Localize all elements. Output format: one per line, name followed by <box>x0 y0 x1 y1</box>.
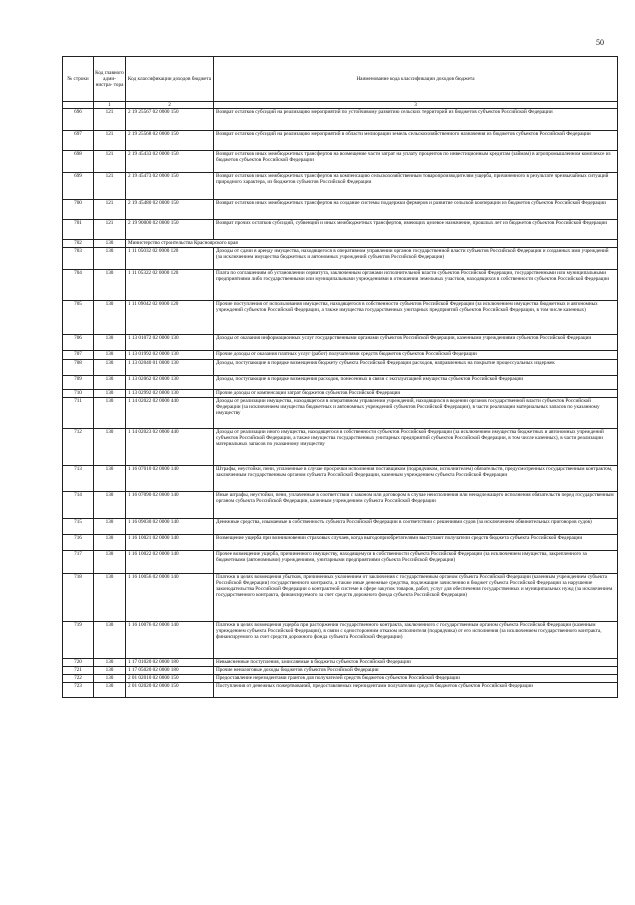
code-name-cell: Возврат остатков иных межбюджетных трансфертов на создание системы поддержки фермеров и развитие сельской кооперации из бюджетов субъектов Российской Федерации <box>214 200 618 220</box>
admin-code-cell: 121 <box>94 109 126 131</box>
code-name-cell: Иные штрафы, неустойки, пени, уплаченные в соответствии с законом или договором в случае неисполнения или ненадлежащего исполнения обязательств перед государственным органом субъекта Российской Федерации, казенным учреждением субъекта Российской Федерации <box>214 492 618 519</box>
row-number-cell: 720 <box>63 659 94 667</box>
classification-code-cell: 2 19 45480 02 0000 150 <box>126 200 214 220</box>
code-name-cell: Плата по соглашениям об установлении сервитута, заключенным органами исполнительной власти субъектов Российской Федерации, государственными или муниципальными предприятиями либо государственными или муниципальными учреждениями в отношении земельных участков, находящихся в собственности субъектов Российской Федерации <box>214 270 618 301</box>
admin-code-cell: 130 <box>94 248 126 270</box>
row-number-cell: 721 <box>63 667 94 675</box>
classification-code-cell: 2 19 90000 02 0000 150 <box>126 220 214 240</box>
table-row <box>63 220 618 240</box>
classification-code-cell: 1 16 10021 02 0000 140 <box>126 535 214 551</box>
classification-code-cell: 1 13 02040 01 0000 130 <box>126 360 214 376</box>
income-classification-table <box>62 56 618 698</box>
code-name-cell: Возврат прочих остатков субсидий, субвенций и иных межбюджетных трансфертов, имеющих целевое назначение, прошлых лет из бюджетов субъектов Российской Федерации <box>214 220 618 240</box>
classification-code-cell: 2 19 25568 02 0000 150 <box>126 131 214 151</box>
classification-code-cell: 1 16 09030 02 0000 140 <box>126 519 214 535</box>
table-row <box>63 351 618 360</box>
code-name-cell: Предоставление нерезидентами грантов для получателей средств бюджетов субъектов Российской Федерации <box>214 675 618 683</box>
code-name-cell: Доходы от реализации имущества, находящегося в оперативном управлении учреждений, находящихся в ведении органов государственной власти субъектов Российской Федерации (за исключением имущества бюджетных и автономных учреждений субъектов Российской Федерации), в части реализации материальных запасов по указанному имуществу <box>214 398 618 429</box>
admin-code-cell: 130 <box>94 240 126 248</box>
classification-code-cell: 1 16 07010 02 0000 140 <box>126 466 214 492</box>
table-row <box>63 240 618 248</box>
code-name-cell: Доходы от реализации иного имущества, находящегося в собственности субъектов Российской Федерации (за исключением имущества бюджетных и автономных учреждений субъектов Российской Федерации, а также имущества государственных унитарных предприятий субъектов Российской Федерации, в том числе казенных), в части реализации материальных запасов по указанному имуществу <box>214 429 618 466</box>
table-row <box>63 429 618 466</box>
row-number-cell: 706 <box>63 335 94 351</box>
code-name-cell: Возврат остатков субсидий на реализацию мероприятий по устойчивому развитию сельских территорий из бюджетов субъектов Российской Федерации <box>214 109 618 131</box>
row-number-cell: 712 <box>63 429 94 466</box>
row-number-cell: 703 <box>63 248 94 270</box>
table-row <box>63 248 618 270</box>
column-index-empty <box>63 102 94 109</box>
admin-code-cell: 130 <box>94 492 126 519</box>
code-name-cell: Прочие доходы от компенсации затрат бюджетов субъектов Российской Федерации <box>214 390 618 398</box>
header-row-number: № строки <box>63 57 94 102</box>
row-number-cell: 708 <box>63 360 94 376</box>
admin-code-cell: 130 <box>94 351 126 360</box>
admin-code-cell: 130 <box>94 360 126 376</box>
admin-code-cell: 130 <box>94 675 126 683</box>
classification-code-cell: 1 14 02022 02 0000 440 <box>126 398 214 429</box>
row-number-cell: 719 <box>63 622 94 659</box>
code-name-cell: Возврат остатков иных межбюджетных трансфертов на компенсацию сельскохозяйственным товаропроизводителям ущерба, причиненного в результате чрезвычайных ситуаций природного характера, из бюджетов субъектов Российской Федерации <box>214 173 618 200</box>
admin-code-cell: 130 <box>94 535 126 551</box>
row-number-cell: 711 <box>63 398 94 429</box>
row-number-cell: 713 <box>63 466 94 492</box>
classification-code-cell: 1 13 01992 02 0000 130 <box>126 351 214 360</box>
row-number-cell: 696 <box>63 109 94 131</box>
code-name-cell: Платежи в целях возмещения убытков, причиненных уклонением от заключения с государственным органом субъекта Российской Федерации (казенным учреждением субъекта Российской Федерации) государственного контракта, а также иные денежные средства, подлежащие зачислению в бюджет субъекта Российской Федерации за нарушение законодательства Российской Федерации о контрактной системе в сфере закупок товаров, работ, услуг для обеспечения государственных и муниципальных нужд (за исключением государственного контракта, финансируемого за счет средств дорожного фонда субъекта Российской Федерации) <box>214 574 618 622</box>
row-number-cell: 705 <box>63 301 94 335</box>
code-name-cell: Возврат остатков субсидий на реализацию мероприятий в области мелиорации земель сельскохозяйственного назначения из бюджетов субъектов Российской Федерации <box>214 131 618 151</box>
header-classification-code: Код классификации доходов бюджета <box>126 57 214 102</box>
column-index-row <box>63 102 618 109</box>
table-row <box>63 574 618 622</box>
row-number-cell: 699 <box>63 173 94 200</box>
classification-code-cell: 2 19 25567 02 0000 150 <box>126 109 214 131</box>
table-row <box>63 492 618 519</box>
column-index-2: 2 <box>126 102 214 109</box>
admin-code-cell: 121 <box>94 200 126 220</box>
admin-code-cell: 130 <box>94 667 126 675</box>
admin-code-cell: 130 <box>94 659 126 667</box>
admin-code-cell: 130 <box>94 270 126 301</box>
table-row <box>63 667 618 675</box>
row-number-cell: 709 <box>63 376 94 390</box>
table-row <box>63 301 618 335</box>
row-number-cell: 718 <box>63 574 94 622</box>
table-row <box>63 109 618 131</box>
code-name-cell: Доходы от сдачи в аренду имущества, находящегося в оперативном управлении органов государственной власти субъектов Российской Федерации и созданных ими учреждений (за исключением имущества бюджетных и автономных учреждений субъектов Российской Федерации) <box>214 248 618 270</box>
table-row <box>63 200 618 220</box>
admin-code-cell: 130 <box>94 429 126 466</box>
row-number-cell: 704 <box>63 270 94 301</box>
table-row <box>63 466 618 492</box>
code-name-cell: Денежные средства, изымаемые в собственность субъекта Российской Федерации в соответствии с решениями судов (за исключением обвинительных приговоров судов) <box>214 519 618 535</box>
code-name-cell: Доходы, поступающие в порядке возмещения расходов, понесенных в связи с эксплуатацией имущества субъектов Российской Федерации <box>214 376 618 390</box>
admin-code-cell: 121 <box>94 173 126 200</box>
code-name-cell: Невыясненные поступления, зачисляемые в бюджеты субъектов Российской Федерации <box>214 659 618 667</box>
admin-code-cell: 130 <box>94 622 126 659</box>
table-row <box>63 622 618 659</box>
admin-code-cell: 121 <box>94 220 126 240</box>
column-index-1: 1 <box>94 102 126 109</box>
classification-code-cell: 1 11 05032 02 0000 120 <box>126 248 214 270</box>
row-number-cell: 717 <box>63 551 94 574</box>
row-number-cell: 723 <box>63 683 94 698</box>
table-row <box>63 270 618 301</box>
classification-code-cell: 1 13 01072 02 0000 130 <box>126 335 214 351</box>
classification-code-cell: 1 14 02023 02 0000 440 <box>126 429 214 466</box>
admin-code-cell: 130 <box>94 683 126 698</box>
admin-code-cell: 130 <box>94 574 126 622</box>
table-row <box>63 535 618 551</box>
admin-code-cell: 130 <box>94 551 126 574</box>
classification-code-cell: 1 11 09042 02 0000 120 <box>126 301 214 335</box>
table-row <box>63 360 618 376</box>
code-name-cell: Прочие доходы от оказания платных услуг (работ) получателями средств бюджетов субъектов Российской Федерации <box>214 351 618 360</box>
row-number-cell: 722 <box>63 675 94 683</box>
admin-code-cell: 130 <box>94 398 126 429</box>
table-row <box>63 519 618 535</box>
classification-code-cell: 2 01 02010 02 0000 150 <box>126 675 214 683</box>
table-row <box>63 659 618 667</box>
classification-code-cell: 1 13 02992 02 0000 130 <box>126 390 214 398</box>
code-name-cell: Возмещение ущерба при возникновении страховых случаев, когда выгодоприобретателями выступают получатели средств бюджета субъекта Российской Федерации <box>214 535 618 551</box>
admin-code-cell: 121 <box>94 151 126 173</box>
row-number-cell: 707 <box>63 351 94 360</box>
code-name-cell: Поступления от денежных пожертвований, предоставляемых нерезидентами получателям средств бюджетов субъектов Российской Федерации <box>214 683 618 698</box>
page-number: 50 <box>596 38 604 47</box>
header-code-name: Наименование кода классификации доходов бюджета <box>214 57 618 102</box>
table-row <box>63 390 618 398</box>
row-number-cell: 698 <box>63 151 94 173</box>
row-number-cell: 697 <box>63 131 94 151</box>
admin-code-cell: 130 <box>94 466 126 492</box>
table-row <box>63 173 618 200</box>
row-number-cell: 715 <box>63 519 94 535</box>
table-row <box>63 335 618 351</box>
row-number-cell: 702 <box>63 240 94 248</box>
admin-code-cell: 130 <box>94 335 126 351</box>
column-index-3: 3 <box>214 102 618 109</box>
classification-code-cell: 1 11 05322 02 0000 120 <box>126 270 214 301</box>
table-row <box>63 398 618 429</box>
table-row <box>63 675 618 683</box>
table-row <box>63 376 618 390</box>
code-name-cell: Прочее возмещение ущерба, причиненного имуществу, находящемуся в собственности субъекта Российской Федерации (за исключением имущества, закрепленного за бюджетными (автономными) учреждениями, унитарными предприятиями субъекта Российской Федерации) <box>214 551 618 574</box>
table-row <box>63 551 618 574</box>
table-row <box>63 683 618 698</box>
classification-code-cell: 1 17 01020 02 0000 180 <box>126 659 214 667</box>
admin-code-cell: 130 <box>94 376 126 390</box>
row-number-cell: 714 <box>63 492 94 519</box>
table-row <box>63 151 618 173</box>
classification-code-cell: 2 01 02020 02 0000 150 <box>126 683 214 698</box>
ministry-heading-cell: Министерство строительства Красноярского края <box>126 240 618 248</box>
admin-code-cell: 130 <box>94 519 126 535</box>
admin-code-cell: 121 <box>94 131 126 151</box>
classification-code-cell: 2 19 45433 02 0000 150 <box>126 151 214 173</box>
table-header-row <box>63 57 618 102</box>
classification-code-cell: 1 16 10076 02 0000 140 <box>126 622 214 659</box>
code-name-cell: Возврат остатков иных межбюджетных трансфертов на возмещение части затрат на уплату процентов по инвестиционным кредитам (займам) в агропромышленном комплексе из бюджетов субъектов Российской Федерации <box>214 151 618 173</box>
classification-code-cell: 1 16 10056 02 0000 140 <box>126 574 214 622</box>
header-admin-code: Код главного адми- нистра- тора <box>94 57 126 102</box>
code-name-cell: Прочие неналоговые доходы бюджетов субъектов Российской Федерации <box>214 667 618 675</box>
code-name-cell: Платежи в целях возмещения ущерба при расторжении государственного контракта, заключенного с государственным органом субъекта Российской Федерации (казенным учреждением субъекта Российской Федерации), в связи с односторонним отказом исполнителя (подрядчика) от его исполнения (за исключением государственного контракта, финансируемого за счет средств дорожного фонда субъекта Российской Федерации) <box>214 622 618 659</box>
classification-code-cell: 1 16 07090 02 0000 140 <box>126 492 214 519</box>
code-name-cell: Доходы от оказания информационных услуг государственными органами субъектов Российской Федерации, казенными учреждениями субъектов Российской Федерации <box>214 335 618 351</box>
classification-code-cell: 1 17 05020 02 0000 180 <box>126 667 214 675</box>
row-number-cell: 700 <box>63 200 94 220</box>
admin-code-cell: 130 <box>94 301 126 335</box>
row-number-cell: 716 <box>63 535 94 551</box>
row-number-cell: 710 <box>63 390 94 398</box>
classification-code-cell: 2 19 45473 02 0000 150 <box>126 173 214 200</box>
table-row <box>63 131 618 151</box>
row-number-cell: 701 <box>63 220 94 240</box>
admin-code-cell: 130 <box>94 390 126 398</box>
classification-code-cell: 1 16 10022 02 0000 140 <box>126 551 214 574</box>
code-name-cell: Доходы, поступающие в порядке возмещения бюджету субъекта Российской Федерации расходов, направленных на покрытие процессуальных издержек <box>214 360 618 376</box>
code-name-cell: Штрафы, неустойки, пени, уплаченные в случае просрочки исполнения поставщиком (подрядчиком, исполнителем) обязательств, предусмотренных государственным контрактом, заключенным государственным органом субъекта Российской Федерации, казенным учреждением субъекта Российской Федерации <box>214 466 618 492</box>
code-name-cell: Прочие поступления от использования имущества, находящегося в собственности субъектов Российской Федерации (за исключением имущества бюджетных и автономных учреждений субъектов Российской Федерации, а также имущества государственных унитарных предприятий субъектов Российской Федерации, в том числе казенных) <box>214 301 618 335</box>
classification-code-cell: 1 13 02062 02 0000 130 <box>126 376 214 390</box>
